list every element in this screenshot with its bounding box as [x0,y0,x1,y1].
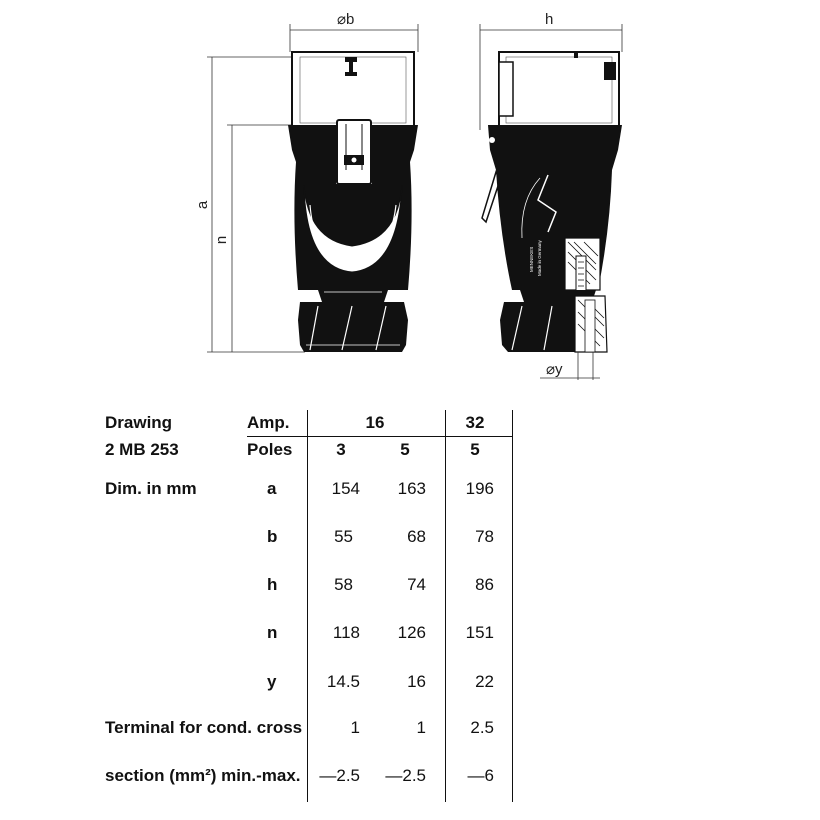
terminal-max-3: —6 [467,766,494,785]
row-key-b: b [267,527,278,546]
row-b-value-2: 68 [407,527,426,546]
row-key-n: n [267,623,278,642]
row-h-value-1: 58 [334,575,353,594]
row-n-value-1: 118 [332,623,360,642]
dimension-a [207,57,305,352]
dim-in-mm-label: Dim. in mm [105,479,197,498]
terminal-min-3: 2.5 [470,718,494,737]
row-h-value-3: 86 [475,575,494,594]
row-key-y: y [267,672,277,691]
row-a-value-3: 196 [465,479,494,498]
body-mark-brand: MENNEKES [529,246,534,272]
table-divider-mid [445,410,446,802]
dimension-b [290,24,418,52]
poles-label: Poles [247,440,293,459]
drawing-number: 2 MB 253 [105,440,179,459]
dim-label-n: n [213,235,230,245]
amp-value-16: 16 [365,413,385,432]
terminal-min-1: 1 [350,718,360,737]
table-divider-left [307,410,308,802]
poles-value-2: 5 [400,440,410,459]
row-key-a: a [267,479,277,498]
amp-value-32: 32 [465,413,485,432]
row-a-value-2: 163 [397,479,426,498]
terminal-label-line-1: Terminal for cond. cross [105,718,303,737]
dimension-n [227,125,292,352]
terminal-min-2: 1 [416,718,426,737]
row-key-h: h [267,575,278,594]
row-b-value-3: 78 [475,527,494,546]
table-header-underline [247,436,512,437]
row-y-value-1: 14.5 [326,672,360,691]
row-n-value-3: 151 [465,623,494,642]
terminal-max-1: —2.5 [319,766,360,785]
row-y-value-2: 16 [407,672,426,691]
dim-label-h: h [545,11,554,28]
table-divider-right [512,410,513,802]
row-n-value-2: 126 [397,623,426,642]
body-mark-made-in: Made in Germany [537,240,542,276]
dim-label-b: ⌀b [337,11,355,28]
technical-drawing [0,0,820,400]
terminal-max-2: —2.5 [385,766,426,785]
plug-side-view [482,52,622,352]
plug-front-view [288,52,418,352]
row-y-value-3: 22 [475,672,494,691]
dim-label-y: ⌀y [546,361,563,378]
row-b-value-1: 55 [334,527,353,546]
row-h-value-2: 74 [407,575,426,594]
poles-value-3: 5 [470,440,480,459]
dim-label-a: a [194,200,211,210]
poles-value-1: 3 [336,440,346,459]
terminal-label-line-2: section (mm²) min.-max. [105,766,301,785]
amp-label: Amp. [247,413,290,432]
drawing-label: Drawing [105,413,173,432]
row-a-value-1: 154 [331,479,360,498]
